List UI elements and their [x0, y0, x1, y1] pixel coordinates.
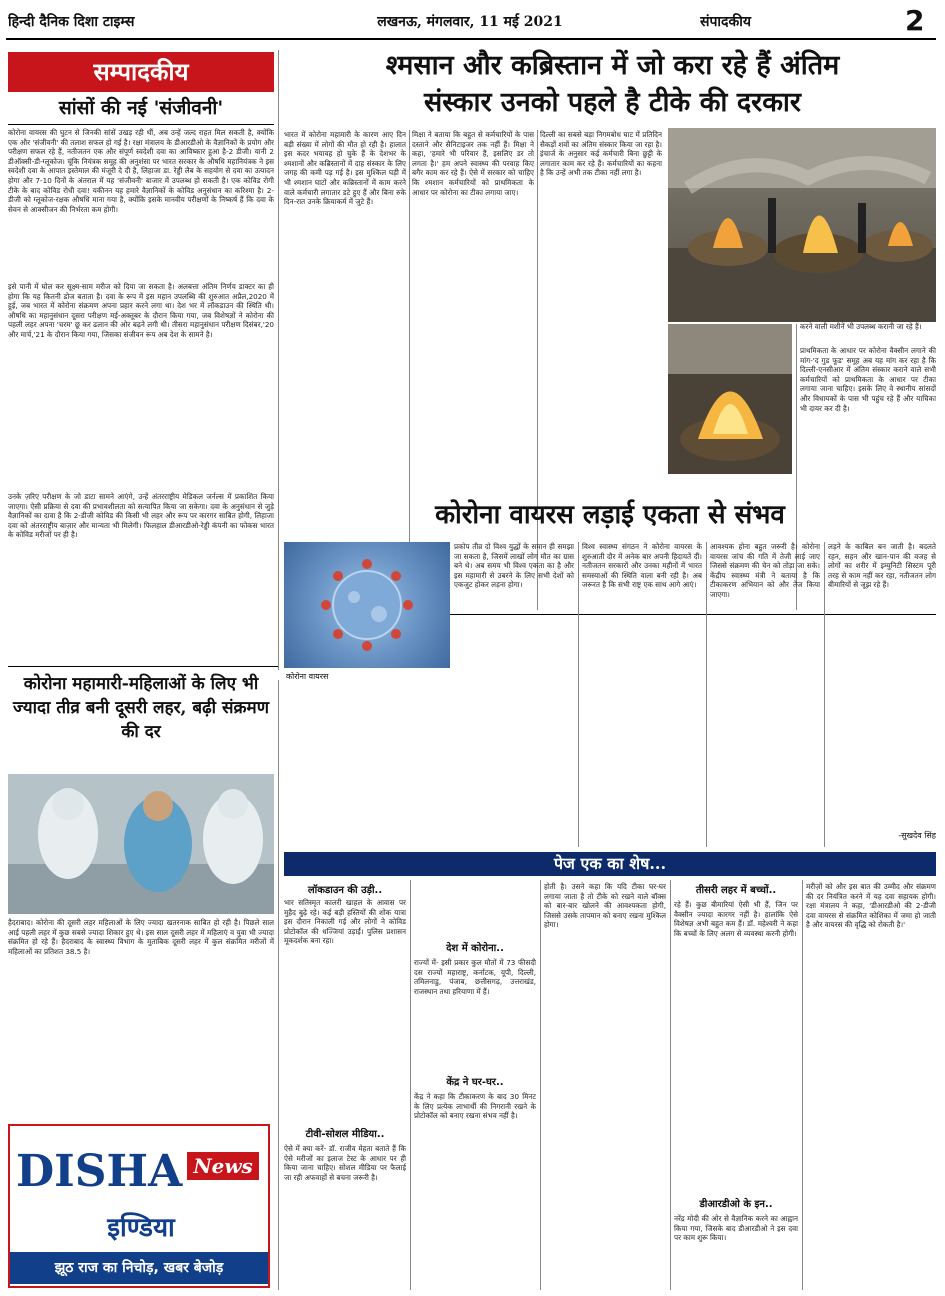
- dateline: लखनऊ, मंगलवार, 11 मई 2021: [377, 14, 563, 30]
- women-headline: कोरोना महामारी-महिलाओं के लिए भी ज्यादा तीव्र बनी दूसरी लहर, बढ़ी संक्रमण की दर: [12, 674, 269, 742]
- virus-image: [284, 542, 450, 668]
- page-strip-title: पेज एक का शेष...: [553, 854, 667, 873]
- lead-headline-line1: श्मसान और कब्रिस्तान में जो करा रहे हैं अंतिम: [385, 50, 840, 81]
- unity-headline-display: [284, 492, 936, 538]
- ad-brand-suffix: News: [187, 1152, 258, 1180]
- unity-col-1: प्रकोप तीव्र दो विश्व युद्धों के समान ही समझा जा सकता है, जिसमें लाखों लोग मौत का ग्रास बने थे। अब समय भी विश्व एकता का है और इस महामारी से उबरने के लिए सभी देशों को एकजुट होकर लड़ना होगा।: [454, 542, 574, 590]
- cont-5-body: होती है। उसने कहा कि यदि टीका घर-घर लगाया जाता है तो टीके को रखने वाले बॉक्स को बार-बार खोलने की आवश्यकता होगी, जिससे उसके तापमान को बनाए रखना मुश्किल होगा।: [544, 882, 666, 930]
- lead-col-3: दिल्ली का सबसे बड़ा निगमबोध घाट में प्रतिदिन सैकड़ों शवों का अंतिम संस्कार किया जा रहा है। इंचार्ज के अनुसार कई कर्मचारी बिना छुट्टी के लगातार काम कर रहे हैं। कर्मचारियों का कहना है कि उन्हें अभी तक टीका नहीं लगा है।: [540, 130, 662, 178]
- editorial-body-2: इसे पानी में घोल कर सूक्ष्म-साम मरीज को दिया जा सकता है। अलबत्ता अंतिम निर्णय डाक्टर का ही होगा कि यह कितनी डोज बताता है। दवा के रूप में इस महान उपलब्धि की शुरुआत अप्रैल,2020 में हुई, जब भारत में कोरोना संक्रमण अपना प्रहार करने लगा था। देश भर में लॉकडाउन की स्थिति थी। औषधि का महानुसंधान दूसरा परीक्षण मई-अक्तूबर के दौरान किया गया, जब विशेषज्ञों ने कोरोना की पहली लहर अपना 'चरम' छू कर ढलान की ओर बढ़ने लगी थी। तीसरा महानुसंधान परीक्षण दिसंबर,'20 और मार्च,'21 के दौरान किया गया, जिसका संजीवन रूप अब देश के सामने है।: [8, 282, 274, 339]
- ad-sub: इण्डिया: [107, 1213, 175, 1243]
- cont-7-title: डीआरडीओ के इन..: [699, 1199, 773, 1210]
- cont-8-body: मरीज़ों को और इस बात की उम्मीद और संक्रमण की दर नियंत्रित करने में यह दवा सहायक होगी। रक्षा मंत्रालय ने कहा, 'डीआरडीओ की 2-डीजी दवा वायरस से संक्रमित कोशिका में जमा हो जाती है और वायरस की वृद्धि को रोकती है।': [806, 882, 936, 930]
- unity-col-1b: [284, 686, 450, 846]
- disha-news-ad: [8, 1124, 270, 1288]
- unity-byline: -सुखदेव सिंह: [898, 831, 936, 840]
- ad-brand-row: [16, 1146, 266, 1206]
- virus-art: [284, 542, 450, 668]
- lead-col-4: प्राथमिकता के आधार पर कोरोना वैक्सीन लगाने की मांग-'द गुड फूड' समूह अब यह मांग कर रहा है कि दिल्ली-एनसीआर में अंतिम संस्कार कराने वाले सभी कर्मचारियों को प्राथमिकता के आधार पर टीका लगाया जाना चाहिए। इसके लिए वे स्थानीय सांसदों और विधायकों के पास भी पहुंच रहे हैं और याचिका भी दायर कर दी है।: [800, 346, 936, 413]
- editorial-banner: [8, 52, 274, 92]
- page-number: 2: [905, 4, 925, 37]
- unity-headline-text: कोरोना वायरस लड़ाई एकता से संभव: [435, 500, 785, 530]
- lead-col-1: भारत में कोरोना महामारी के कारण आए दिन बड़ी संख्या में लोगों की मौत हो रही है। हालात इस कदर भयावह हो चुके हैं के देशभर के श्मशानों और कब्रिस्तानों में दाह संस्कार के लिए जगह की कमी पड़ गई है। इस मुश्किल घड़ी में भी श्मशान घाटों और कब्रिस्तानों में काम करने वाले कर्मचारी लगातार डटे हुए हैं और बिना रुके दिन-रात उनके क्रियाकर्म में जुटे हैं।: [284, 130, 406, 207]
- lead-headline-line2: संस्कार उनको पहले है टीके की दरकार: [424, 87, 801, 118]
- unity-col-2: विश्व स्वास्थ्य संगठन ने कोरोना वायरस के शुरुआती दौर में अनेक बार अपनी हिदायतें दीं। नतीजतन सरकारों और उनका महीनों में भारत समस्याओं की स्थिति वाला बनी रही है। अब जरूरत है कि सभी राष्ट्र एक साथ आगे आएं।: [582, 542, 702, 590]
- cont-1-body: भार सतिस्मृत कालरी खाहल के आवास पर मुहैद बुढ़े रहे। कई बड़ी हस्तियों की शोक यात्रा इस दौरान निकाली गई और लोगों ने कोविड प्रोटोकॉल की धज्जियां उड़ाईं। पुलिस प्रशासन मूकदर्शक बना रहा।: [284, 898, 406, 946]
- section-name: संपादकीय: [700, 14, 751, 30]
- ad-tagline: झूठ राज का निचोड़, खबर बेजोड़: [10, 1252, 268, 1284]
- cont-6-title: तीसरी लहर में बच्चों..: [695, 885, 777, 896]
- hospital-photo: [8, 774, 274, 914]
- cremation-photo-art: [668, 128, 936, 322]
- cont-6-body: रहे हैं। कुछ बीमारियां ऐसी भी हैं, जिन पर वैक्सीन ज्यादा कारगर नहीं है। हालांकि ऐसे विशेषज्ञ अभी बहुत कम हैं। डॉ. महेश्वरी ने कहा कि बच्चों के लिए अलग से व्यवस्था करनी होगी।: [674, 900, 798, 938]
- cont-1-title: लॉकडाउन की उड़ी..: [307, 885, 383, 896]
- hospital-photo-art: [8, 774, 274, 914]
- photo-caption: करने वाली मशीनें भी उपलब्ध करानी जा रहे हैं।: [800, 322, 922, 331]
- cont-4-title: केंद्र ने घर-घर..: [446, 1077, 504, 1088]
- ad-brand: DISHA: [16, 1146, 183, 1197]
- virus-image-label: कोरोना वायरस: [286, 672, 329, 681]
- unity-col-4: लड़ने के काबिल बन जाती है। बदलते रहन, सहन और खान-पान की वजह से लोगों का शरीर में इम्युनिटी सिस्टम पूरी तरह से काम नहीं कर रहा, नतीजतन लोग बीमारियों से जूझ रहे हैं।: [828, 542, 936, 590]
- editorial-headline: सांसों की नई 'संजीवनी': [58, 97, 224, 119]
- lead-col-2: मिक्षा ने बताया कि बहुत से कर्मचारियों के पास दस्ताने और सैनिटाइजर तक नहीं हैं। मिक्षा ने कहा, 'हमारे भी परिवार हैं, इसलिए डर तो लगता है।' हम अपने स्वास्थ्य की परवाह किए बगैर काम कर रहे हैं। ऐसे में सरकार को चाहिए कि श्मशान कर्मचारियों को प्राथमिकता के आधार पर कोरोना का टीका लगाया जाए।: [412, 130, 534, 197]
- unity-col-3: आवश्यक होना बहुत जरूरी है। कोरोना वायरस जांच की गति में तेजी लाई जाए जिससे संक्रमण की चेन को तोड़ा जा सके। केंद्रीय स्वास्थ्य मंत्री ने बताया है कि टीकाकरण अभियान को और तेज किया जाएगा।: [710, 542, 820, 599]
- cont-4-body: केंद्र ने कहा कि टीकाकरण के बाद 30 मिनट के लिए प्रत्येक लाभार्थी की निगरानी रखने के प्रोटोकॉल को बनाए रखना संभव नहीं है।: [414, 1092, 536, 1121]
- cont-3-body: राज्यों में- इसी प्रकार कुल मौतों में 73 फीसदी दस राज्यों महाराष्ट्र, कर्नाटक, यूपी, दिल्ली, तमिलनाडु, पंजाब, छत्तीसगढ़, उत्तराखंड, राजस्थान तथा हरियाणा में हैं।: [414, 958, 536, 996]
- editorial-banner-text: सम्पादकीय: [93, 57, 189, 86]
- cremation-photo: [668, 128, 936, 322]
- editorial-body-3: उनके ज़रिए परीक्षण के जो डाटा सामने आएंगे, उन्हें अंतरराष्ट्रीय मेडिकल जर्नल्स में प्रकाशित किया जाएगा। ऐसी प्रक्रिया से दवा की प्रभावशीलता को सत्यापित किया जा सकेगा। दवा के अनुसंधान से जुड़े वैज्ञानिकों का दावा है कि 2-डीजी कोविड की किसी भी लहर और रूप पर कारगर साबित होगी, लिहाजा दवा को अंतरराष्ट्रीय बाज़ार और मान्यता भी मिलेगी। फिलहाल डीआरडीओ-रेड्डी कंपनी का फोकस भारत के कोविड मरीजों पर ही है।: [8, 492, 274, 540]
- cont-1b-body: [414, 882, 536, 938]
- masthead: [0, 0, 945, 42]
- lead-headline: [290, 48, 935, 126]
- women-body: हैदराबाद। कोरोना की दूसरी लहर महिलाओं के लिए ज्यादा खतरनाक साबित हो रही है। पिछले साल आई पहली लहर में कुछ सबसे ज्यादा शिकार हुए थे। इस साल दूसरी लहर में महिलाएं व युवा भी ज्यादा संक्रमित हो रहे हैं। हैदराबाद के स्वास्थ्य विभाग के मुताबिक दूसरी लहर में कुल संक्रमित मरीजों में महिलाओं का प्रतिशत 38.5 है।: [8, 918, 274, 956]
- editorial-body-1: कोरोना वायरस की घुटन से जिनकी सांसें उखड़ रही थीं, अब उन्हें जल्द राहत मिल सकती है, क्योंकि एक और 'संजीवनी' की तलाश सफल हो गई है। रक्षा मंत्रालय के डीआरडीओ के वैज्ञानिकों के प्रयोग और परीक्षण सफल रहे हैं, नतीजतन एक और संपूर्ण स्वदेशी दवा का आविष्कार हुआ है-2 डीजी। यानी 2 डीऑक्सी-डी-ग्लूकोज। चूंकि नियंत्रक समूह की अनुशंसा पर भारत सरकार के औषधि महानियंत्रक ने इस स्वदेशी दवा के आपात इस्तेमाल की मंजूरी दे दी है, लिहाजा डा. रेड्डी लैब के सहयोग से दवा का उत्पादन होगा और 7-10 दिनों के अंतराल में यह 'संजीवनी' बाजार में उपलब्ध हो सकती है। एक कोविड रोगी टीके के बाद कोविड रोधी दवा! यकीनन यह हमारे वैज्ञानिकों के कोविड अनुसंधान का करिश्मा है। 2-डीजी को ग्लूकोज-रक्षक औषधि माना गया है, क्योंकि इसके मानवीय परीक्षणों के निष्कर्ष हैं कि दवा के सेवन से आक्सीजन की निर्भरता कम होगी।: [8, 128, 274, 214]
- cont-2-body: ऐसे में क्या करें- डॉ. राजीव मेहता बताते हैं कि ऐसे मरीजों का इलाज टेस्ट के आधार पर ही किया जाना चाहिए। सोशल मीडिया पर फैलाई जा रही अफवाहों से बचना जरूरी है।: [284, 1144, 406, 1182]
- cont-2-title: टीवी-सोशल मीडिया..: [305, 1129, 385, 1140]
- page-strip: [284, 852, 936, 876]
- paper-name: हिन्दी दैनिक दिशा टाइम्स: [8, 14, 135, 30]
- cont-7-body: नरेंद्र मोदी की ओर से वैज्ञानिक करने का आह्वान किया गया, जिसके बाद डीआरडीओ ने इस दवा पर काम शुरू किया।: [674, 1214, 798, 1243]
- pyre-photo: [668, 324, 792, 474]
- cont-3-title: देश में कोरोना..: [446, 943, 504, 954]
- pyre-photo-art: [668, 324, 792, 474]
